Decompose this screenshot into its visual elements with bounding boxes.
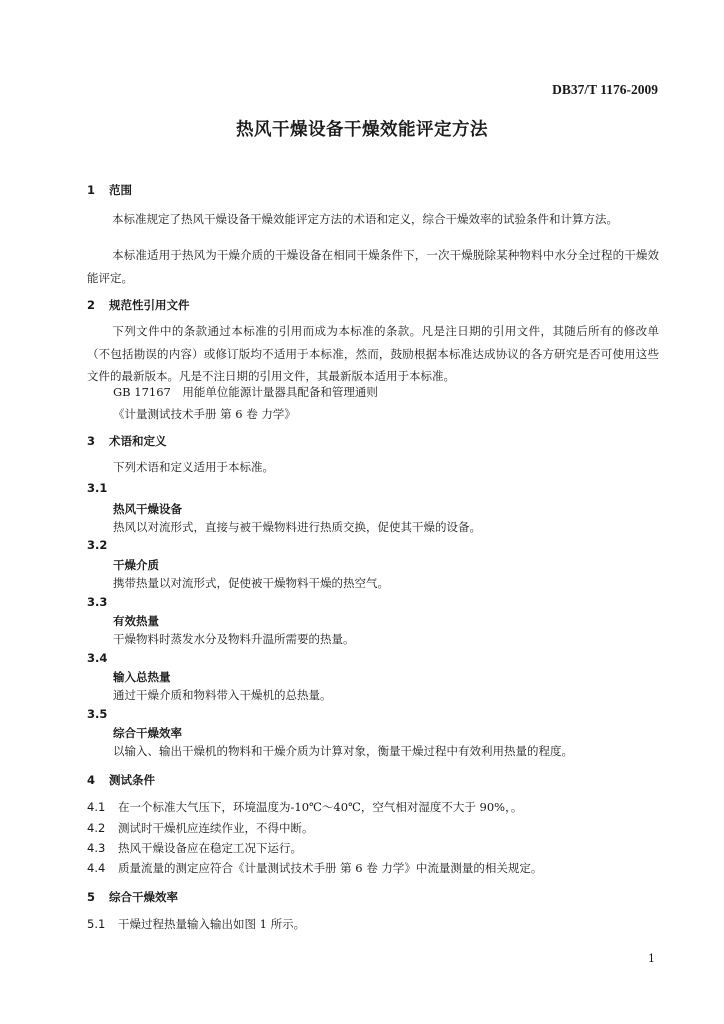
section-2-paragraph: 下列文件中的条款通过本标准的引用而成为本标准的条款。凡是注日期的引用文件，其随后所有的修改单（不包括勘误的内容）或修订版均不适用于本标准，然而，鼓励根据本标准达成协议的各方研究是否可使用这些文件的最新版本。凡是不注日期的引用文件，其最新版本适用于本标准。 — [87, 324, 659, 383]
section-title: 规范性引用文件 — [109, 298, 190, 312]
term-number: 3.1 — [87, 481, 108, 495]
term-number: 3.2 — [87, 538, 108, 552]
standard-code: DB37/T 1176-2009 — [552, 82, 658, 97]
term-name: 干燥介质 — [113, 558, 159, 572]
condition-item: 4.4 质量流量的测定应符合《计量测试技术手册 第 6 卷 力学》中流量测量的相关规定。 — [87, 861, 543, 875]
condition-item: 4.2 测试时干燥机应连续作业，不得中断。 — [87, 821, 314, 835]
term-definition: 携带热量以对流形式，促使被干燥物料干燥的热空气。 — [113, 576, 389, 590]
section-title: 测试条件 — [109, 773, 155, 787]
document-title: 热风干燥设备干燥效能评定方法 — [236, 120, 488, 140]
term-definition: 热风以对流形式，直接与被干燥物料进行热质交换，促使其干燥的设备。 — [113, 520, 481, 534]
reference-gb17167: GB 17167 用能单位能源计量器具配备和管理通则 — [113, 385, 378, 399]
term-name: 有效热量 — [113, 614, 159, 628]
section-number: 3 — [87, 434, 96, 448]
section-title: 综合干燥效率 — [109, 890, 178, 904]
term-name: 输入总热量 — [113, 670, 171, 684]
term-name: 热风干燥设备 — [113, 502, 182, 516]
term-definition: 通过干燥介质和物料带入干燥机的总热量。 — [113, 688, 332, 702]
section-5-heading — [87, 889, 178, 905]
condition-item: 4.1 在一个标准大气压下，环境温度为-10℃～40℃，空气相对湿度不大于 90%，。 — [87, 800, 523, 814]
term-definition: 以输入、输出干燥机的物料和干燥介质为计算对象，衡量干燥过程中有效利用热量的程度。 — [113, 744, 573, 758]
condition-item: 4.3 热风干燥设备应在稳定工况下运行。 — [87, 841, 302, 855]
term-definition: 干燥物料时蒸发水分及物料升温所需要的热量。 — [113, 632, 355, 646]
term-number: 3.3 — [87, 595, 108, 609]
section-1-paragraph-2: 本标准适用于热风为干燥介质的干燥设备在相同干燥条件下，一次干燥脱除某种物料中水分全过程的干燥效能评定。 — [87, 248, 659, 285]
section-number: 5 — [87, 890, 96, 904]
section-number: 1 — [87, 183, 96, 197]
section-2-heading — [87, 297, 190, 313]
section-1-heading — [87, 182, 132, 198]
efficiency-item: 5.1 干燥过程热量输入输出如图 1 所示。 — [87, 917, 306, 931]
reference-handbook: 《计量测试技术手册 第 6 卷 力学》 — [113, 407, 296, 421]
terms-intro: 下列术语和定义适用于本标准。 — [113, 460, 274, 474]
section-title: 范围 — [109, 183, 132, 197]
section-title: 术语和定义 — [109, 434, 167, 448]
section-number: 4 — [87, 773, 96, 787]
term-name: 综合干燥效率 — [113, 726, 182, 740]
section-number: 2 — [87, 298, 96, 312]
term-number: 3.4 — [87, 651, 108, 665]
section-1-paragraph-1: 本标准规定了热风干燥设备干燥效能评定方法的术语和定义，综合干燥效率的试验条件和计算方法。 — [112, 212, 618, 226]
term-number: 3.5 — [87, 707, 108, 721]
section-4-heading — [87, 772, 155, 788]
section-3-heading — [87, 433, 167, 449]
page-number: 1 — [648, 952, 655, 965]
